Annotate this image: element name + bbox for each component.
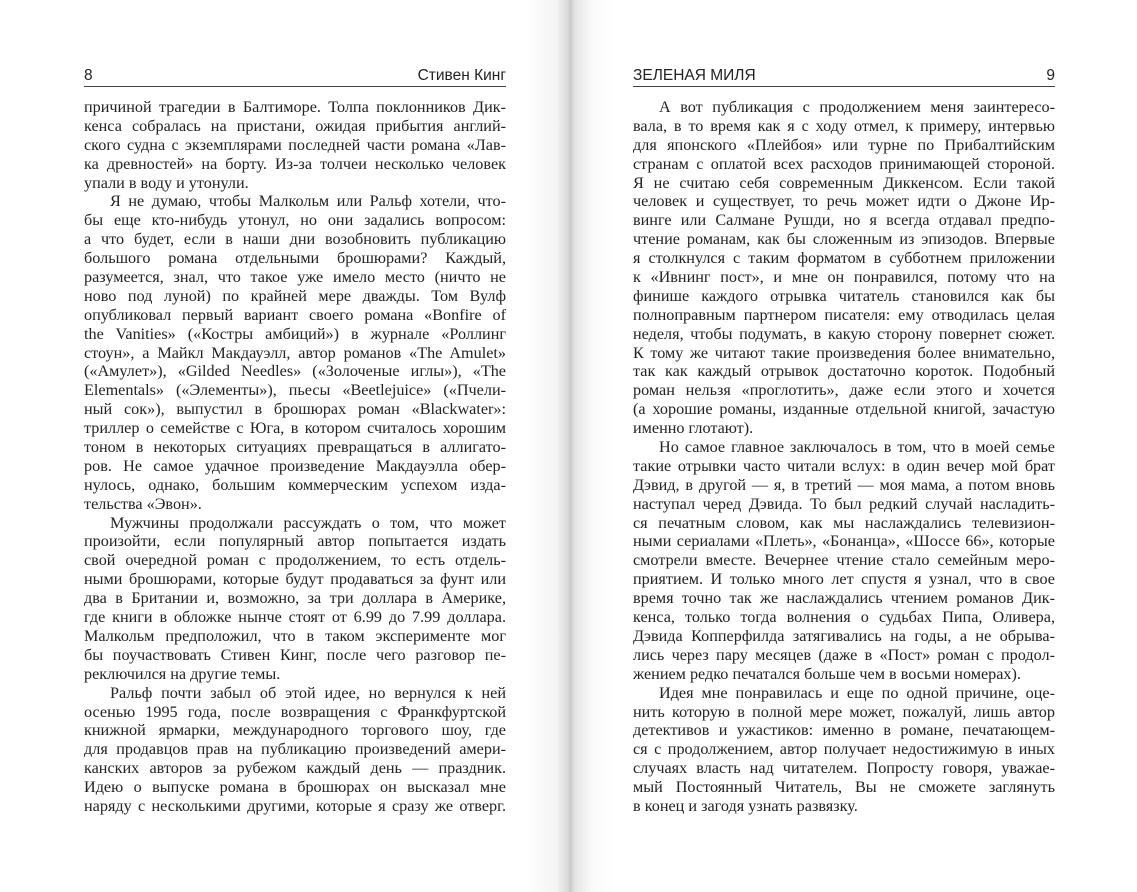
page-number: 9 xyxy=(1046,67,1055,84)
text-line: приятием. И только много лет спустя я узнал, что в свое xyxy=(633,570,1055,589)
text-line: для японского «Плейбоя» или турне по Прибалтийским xyxy=(633,135,1055,154)
right-page-header xyxy=(633,64,1055,87)
text-line: смотрели вместе. Вечернее чтение стало семейным меро- xyxy=(633,551,1055,570)
text-line: вала, в то время как я с ходу отмел, к примеру, интервью xyxy=(633,116,1055,135)
text-line: (а хорошие романы, изданные отдельной книгой, зачастую xyxy=(633,400,1055,419)
text-line: причиной трагедии в Балтиморе. Толпа поклонников Дик- xyxy=(84,98,506,116)
left-page-body xyxy=(84,98,506,816)
text-line: кенса, только тогда волнения о судьбах Пипа, Оливера, xyxy=(633,608,1055,627)
text-line: осенью 1995 года, после возвращения с Франкфуртской xyxy=(84,702,506,721)
text-line: где книги в обложке нынче стоят от 6.99 до 7.99 доллара. xyxy=(84,608,506,627)
text-line: ского судна с экземплярами последней части романа «Лав- xyxy=(84,135,506,154)
text-line: кенса собралась на пристани, ожидая прибытия англий- xyxy=(84,116,506,135)
text-line: ными сериалами «Плеть», «Бонанца», «Шоссе 66», которые xyxy=(633,532,1055,551)
text-line: триллер о семействе с Юга, в котором считалось хорошим xyxy=(84,419,506,438)
text-line: наряду с несколькими другими, которые я сразу же отверг. xyxy=(84,796,506,815)
text-line: ка древностей» на борту. Из-за толчеи несколько человек xyxy=(84,154,506,173)
text-line: жением редко печатался больше чем в восьми номерах). xyxy=(633,664,1021,683)
text-line: нить которую в полной мере может, пожалуй, лишь автор xyxy=(633,702,1055,721)
text-line: К тому же читают такие произведения более внимательно, xyxy=(633,343,1055,362)
text-line: неделя, чтобы подумать, в какую сторону повернет сюжет. xyxy=(633,324,1055,343)
text-line: странам с оплатой всех расходов принимающей стороной. xyxy=(633,154,1055,173)
text-line: («Амулет»), «Gilded Needles» («Золоченые иглы»), «The xyxy=(84,362,506,381)
text-line: the Vanities» («Костры амбиций») в журнале «Роллинг xyxy=(84,324,506,343)
text-line: время точно так же наслаждались чтением романов Дик- xyxy=(633,589,1055,608)
left-page-header xyxy=(84,64,506,87)
text-line: случаях власть над читателем. Попросту говоря, уважае- xyxy=(633,759,1055,778)
text-line: винге или Салмане Рушди, но я всегда отдавал предпо- xyxy=(633,211,1055,230)
text-line: ров. Не самое удачное произведение Макдауэлла обер- xyxy=(84,456,506,475)
text-line: так как каждый отрывок достаточно короток. Подобный xyxy=(633,362,1055,381)
text-line: тоном в некоторых ситуациях превращаться в аллигато- xyxy=(84,438,506,457)
text-line: произойти, если популярный автор попытается издать xyxy=(84,532,506,551)
text-line: книжной ярмарки, международного торгового шоу, где xyxy=(84,721,506,740)
page-number: 8 xyxy=(84,67,93,84)
text-line: Идею о выпуске романа в брошюрах он высказал мне xyxy=(84,778,506,797)
text-line: стоун», а Майкл Макдауэлл, автор романов «The Amulet» xyxy=(84,343,506,362)
text-line: полноправным партнером писателя: ему отводилась целая xyxy=(633,305,1055,324)
text-line: чтение романам, как бы сложенным из эпизодов. Впервые xyxy=(633,230,1055,249)
text-line: ново под луной) по крайней мере дважды. Том Вулф xyxy=(84,286,506,305)
text-line: я столкнулся с таким форматом в субботнем приложении xyxy=(633,249,1055,268)
text-line: Но самое главное заключалось в том, что в моей семье xyxy=(659,438,1055,457)
book-gutter-shadow xyxy=(525,0,615,892)
text-line: роман нельзя «проглотить», даже если этого и хочется xyxy=(633,381,1055,400)
text-line: наступал черед Дэвида. То был редкий случай насладить- xyxy=(633,494,1055,513)
text-line: Идея мне понравилась и еще по одной причине, оце- xyxy=(659,683,1055,702)
text-line: опубликовал первый вариант своего романа «Bonfire of xyxy=(84,305,506,324)
text-line: тельства «Эвон». xyxy=(84,494,202,513)
text-line: ными брошюрами, которые будут продаваться за фунт или xyxy=(84,570,506,589)
text-line: к «Ивнинг пост», и мне он понравился, потому что на xyxy=(633,268,1055,287)
text-line: реключился на другие темы. xyxy=(84,664,281,683)
right-page-body xyxy=(633,98,1055,816)
text-line: ный сок»), выпустил в брошюрах роман «Blackwater»: xyxy=(84,400,506,419)
text-line: Малкольм предположил, что в таком эксперименте мог xyxy=(84,626,506,645)
text-line: Ральф почти забыл об этой идее, но вернулся к ней xyxy=(110,683,506,702)
text-line: канских авторов за рубежом каждый день — праздник. xyxy=(84,759,506,778)
text-line: свой очередной роман с продолжением, то есть отдель- xyxy=(84,551,506,570)
text-line: для продавцов прав на публикацию произведений амери- xyxy=(84,740,506,759)
text-line: Дэвид, в другой — я, в третий — моя мама, а потом вновь xyxy=(633,475,1055,494)
text-line: финише каждого отрывка читатель становился как бы xyxy=(633,286,1055,305)
running-head: Стивен Кинг xyxy=(417,67,506,84)
text-line: ся печатным словом, как мы наслаждались телевизион- xyxy=(633,513,1055,532)
text-line: два в Британии и, возможно, за три доллара в Америке, xyxy=(84,589,506,608)
text-line: бы еще кто-нибудь утонул, но они задались вопросом: xyxy=(84,211,506,230)
text-line: такие отрывки часто читали вслух: в один вечер мой брат xyxy=(633,456,1055,475)
text-line: нулось, однако, большим коммерческим успехом изда- xyxy=(84,475,506,494)
text-line: Я не считаю себя современным Диккенсом. Если такой xyxy=(633,173,1055,192)
text-line: мый Постоянный Читатель, Вы не сможете заглянуть xyxy=(633,778,1055,797)
text-line: большого романа отдельными брошюрами? Каждый, xyxy=(84,249,506,268)
text-line: упали в воду и утонули. xyxy=(84,173,249,192)
text-line: лись через пару месяцев (даже в «Пост» роман с продол- xyxy=(633,645,1055,664)
text-line: ся с продолжением, автор получает недостижимую в иных xyxy=(633,740,1055,759)
running-head: ЗЕЛЕНАЯ МИЛЯ xyxy=(633,67,756,84)
text-line: Мужчины продолжали рассуждать о том, что может xyxy=(110,513,506,532)
text-line: Дэвида Копперфилда затягивались на годы, а не обрыва- xyxy=(633,626,1055,645)
text-line: детективов и ужастиков: именно в романе, печатающем- xyxy=(633,721,1055,740)
text-line: в конец и загодя узнать развязку. xyxy=(633,796,858,815)
text-line: А вот публикация с продолжением меня заинтересо- xyxy=(659,98,1055,116)
text-line: человек и существует, то речь может идти о Джоне Ир- xyxy=(633,192,1055,211)
text-line: именно глотают). xyxy=(633,419,754,438)
text-line: разумеется, знал, что такое уже имело место (ничто не xyxy=(84,268,506,287)
text-line: а что будет, если в наши дни возобновить публикацию xyxy=(84,230,506,249)
text-line: Elementals» («Элементы»), пьесы «Beetlejuice» («Пчели- xyxy=(84,381,506,400)
text-line: бы поучаствовать Стивен Кинг, после чего разговор пе- xyxy=(84,645,506,664)
text-line: Я не думаю, чтобы Малкольм или Ральф хотели, что- xyxy=(110,192,506,211)
